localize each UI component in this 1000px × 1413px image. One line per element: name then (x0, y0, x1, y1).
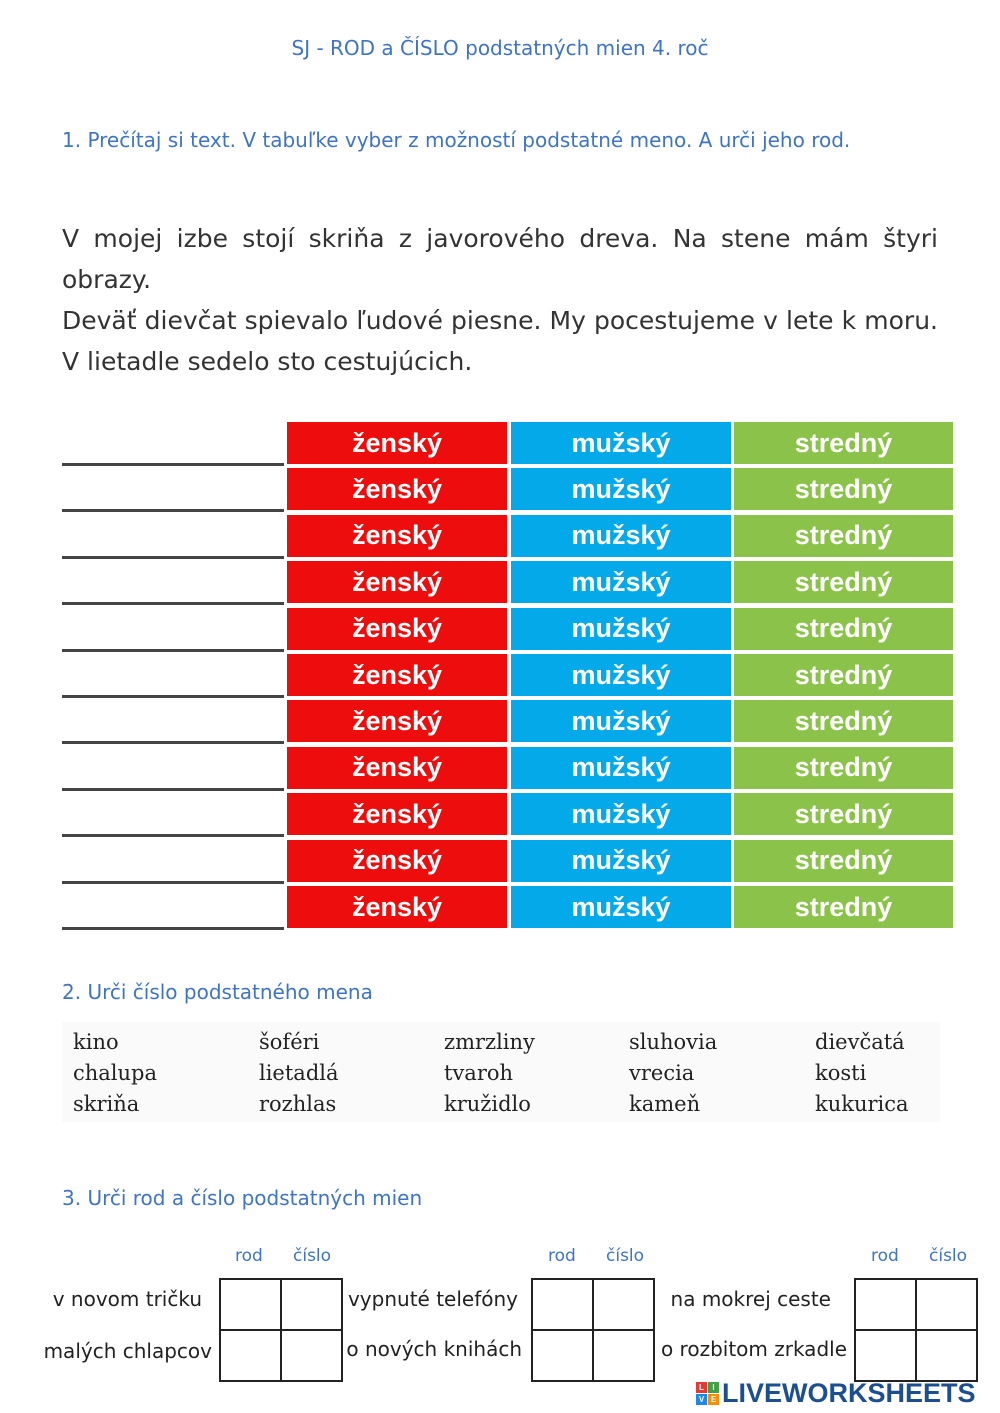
task3-heading: 3. Urči rod a číslo podstatných mien (62, 1186, 423, 1210)
gender-option-muzsky[interactable]: mužský (511, 515, 731, 557)
phrase: malých chlapcov (43, 1339, 212, 1363)
gender-option-stredny[interactable]: stredný (734, 515, 953, 557)
gender-option-zensky[interactable]: ženský (287, 515, 507, 557)
phrase: na mokrej ceste (670, 1287, 831, 1311)
gender-option-stredny[interactable]: stredný (734, 886, 953, 928)
gender-option-zensky[interactable]: ženský (287, 700, 507, 742)
word-item: skriňa (73, 1092, 140, 1116)
gender-option-stredny[interactable]: stredný (734, 422, 953, 464)
word-item: kosti (815, 1061, 867, 1085)
col-cislo-label: číslo (606, 1246, 645, 1266)
gender-option-stredny[interactable]: stredný (734, 608, 953, 650)
word-item: kino (73, 1030, 119, 1054)
gender-option-zensky[interactable]: ženský (287, 422, 507, 464)
gender-option-stredny[interactable]: stredný (734, 793, 953, 835)
cislo-answer-cell[interactable] (281, 1330, 342, 1381)
word-item: sluhovia (629, 1030, 718, 1054)
rod-answer-cell[interactable] (855, 1330, 916, 1381)
reading-line: V lietadle sedelo sto cestujúcich. (62, 347, 473, 376)
answer-line[interactable] (62, 881, 284, 884)
word-item: šoféri (259, 1030, 320, 1054)
gender-option-muzsky[interactable]: mužský (511, 422, 731, 464)
gender-option-muzsky[interactable]: mužský (511, 700, 731, 742)
answer-line[interactable] (62, 788, 284, 791)
cislo-answer-cell[interactable] (916, 1279, 977, 1330)
phrase: o nových knihách (346, 1337, 522, 1361)
gender-option-zensky[interactable]: ženský (287, 468, 507, 510)
answer-line[interactable] (62, 695, 284, 698)
gender-option-muzsky[interactable]: mužský (511, 793, 731, 835)
rod-answer-cell[interactable] (855, 1279, 916, 1330)
word-item: kukurica (815, 1092, 909, 1116)
gender-option-zensky[interactable]: ženský (287, 840, 507, 882)
word-list (62, 1022, 940, 1122)
gender-option-muzsky[interactable]: mužský (511, 654, 731, 696)
gender-option-zensky[interactable]: ženský (287, 654, 507, 696)
gender-option-zensky[interactable]: ženský (287, 793, 507, 835)
col-rod-label: rod (235, 1246, 263, 1266)
gender-option-stredny[interactable]: stredný (734, 654, 953, 696)
answer-line[interactable] (62, 556, 284, 559)
reading-line: V mojej izbe stojí skriňa z javorového dreva. Na stene mám štyri obrazy. (62, 224, 938, 294)
answer-line[interactable] (62, 834, 284, 837)
phrase: vypnuté telefóny (347, 1287, 518, 1311)
phrase: o rozbitom zrkadle (660, 1337, 847, 1361)
word-item: kameň (629, 1092, 701, 1116)
answer-grid (531, 1278, 655, 1382)
gender-option-zensky[interactable]: ženský (287, 747, 507, 789)
word-item: vrecia (629, 1061, 695, 1085)
gender-option-muzsky[interactable]: mužský (511, 886, 731, 928)
word-item: rozhlas (259, 1092, 337, 1116)
gender-option-stredny[interactable]: stredný (734, 840, 953, 882)
word-item: kružidlo (444, 1092, 531, 1116)
rod-answer-cell[interactable] (532, 1330, 593, 1381)
answer-line[interactable] (62, 509, 284, 512)
gender-option-muzsky[interactable]: mužský (511, 561, 731, 603)
word-item: chalupa (73, 1061, 158, 1085)
word-item: dievčatá (815, 1030, 905, 1054)
word-item: lietadlá (259, 1061, 339, 1085)
col-cislo-label: číslo (293, 1246, 332, 1266)
task1-heading: 1. Prečítaj si text. V tabuľke vyber z možností podstatné meno. A urči jeho rod. (62, 128, 851, 152)
gender-option-muzsky[interactable]: mužský (511, 608, 731, 650)
rod-answer-cell[interactable] (220, 1279, 281, 1330)
gender-option-stredny[interactable]: stredný (734, 700, 953, 742)
answer-line[interactable] (62, 927, 284, 930)
logo-mark-icon: L I V E (696, 1382, 719, 1405)
task2-heading: 2. Urči číslo podstatného mena (62, 980, 373, 1004)
page-title: SJ - ROD a ČÍSLO podstatných mien 4. roč (291, 36, 709, 60)
gender-option-muzsky[interactable]: mužský (511, 468, 731, 510)
answer-grid (219, 1278, 343, 1382)
gender-option-muzsky[interactable]: mužský (511, 840, 731, 882)
answer-line[interactable] (62, 741, 284, 744)
gender-option-stredny[interactable]: stredný (734, 561, 953, 603)
col-cislo-label: číslo (929, 1246, 968, 1266)
gender-option-stredny[interactable]: stredný (734, 468, 953, 510)
answer-grid (854, 1278, 978, 1382)
answer-line[interactable] (62, 649, 284, 652)
rod-answer-cell[interactable] (220, 1330, 281, 1381)
liveworksheets-logo (696, 1378, 976, 1409)
word-item: zmrzliny (444, 1030, 535, 1054)
reading-line: Deväť dievčat spievalo ľudové piesne. My pocestujeme v lete k moru. (62, 306, 938, 335)
word-item: tvaroh (444, 1061, 514, 1085)
phrase: v novom tričku (52, 1287, 202, 1311)
answer-line[interactable] (62, 602, 284, 605)
cislo-answer-cell[interactable] (281, 1279, 342, 1330)
answer-line[interactable] (62, 463, 284, 466)
gender-option-zensky[interactable]: ženský (287, 561, 507, 603)
rod-answer-cell[interactable] (532, 1279, 593, 1330)
logo-text: LIVEWORKSHEETS (722, 1378, 976, 1408)
gender-option-zensky[interactable]: ženský (287, 886, 507, 928)
cislo-answer-cell[interactable] (916, 1330, 977, 1381)
col-rod-label: rod (871, 1246, 899, 1266)
gender-option-zensky[interactable]: ženský (287, 608, 507, 650)
gender-option-stredny[interactable]: stredný (734, 747, 953, 789)
col-rod-label: rod (548, 1246, 576, 1266)
gender-option-muzsky[interactable]: mužský (511, 747, 731, 789)
reading-text (62, 218, 938, 382)
